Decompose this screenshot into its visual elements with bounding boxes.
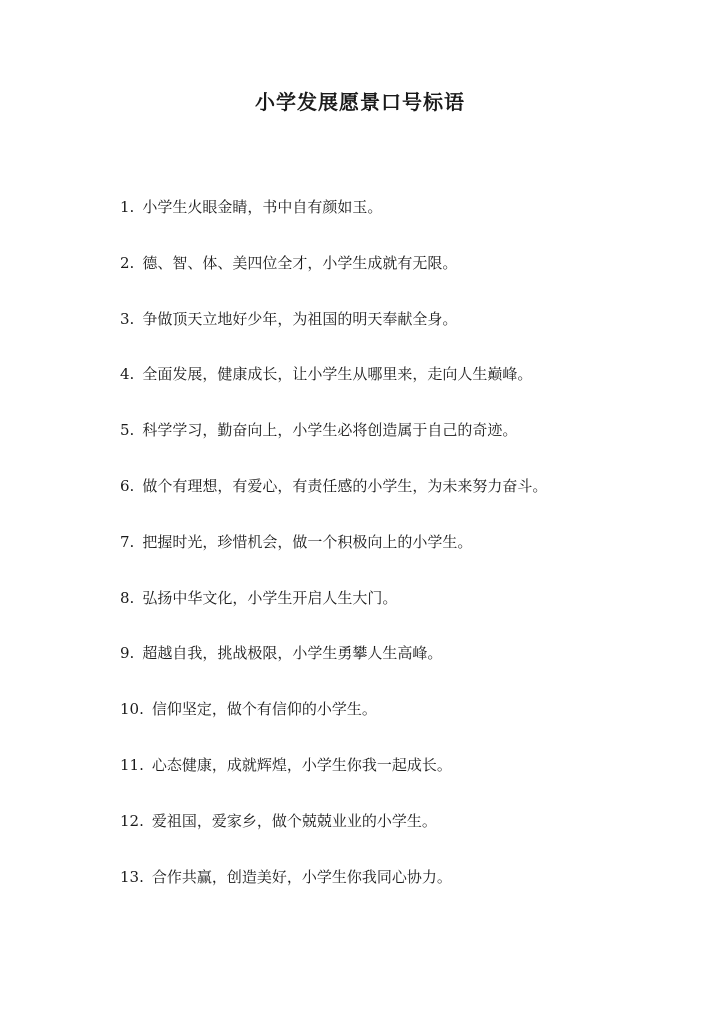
item-number: 6. xyxy=(120,476,135,495)
list-item xyxy=(120,753,660,809)
list-item xyxy=(120,195,660,251)
item-number: 9. xyxy=(120,644,135,663)
item-number: 2. xyxy=(120,253,135,272)
item-text: 爱祖国，爱家乡，做个兢兢业业的小学生。 xyxy=(151,811,437,830)
item-text: 心态健康，成就辉煌，小学生你我一起成长。 xyxy=(151,755,452,774)
list-item xyxy=(120,418,660,474)
list-item xyxy=(120,251,660,307)
item-number: 7. xyxy=(120,532,135,551)
list-item xyxy=(120,362,660,418)
item-text: 科学学习，勤奋向上，小学生必将创造属于自己的奇迹。 xyxy=(142,421,518,440)
item-number: 11. xyxy=(120,755,144,774)
item-text: 把握时光，珍惜机会，做一个积极向上的小学生。 xyxy=(142,532,473,551)
item-number: 1. xyxy=(120,198,135,216)
item-number: 10. xyxy=(120,700,144,719)
list-item xyxy=(120,697,660,753)
list-item xyxy=(120,530,660,586)
item-number: 8. xyxy=(120,588,135,607)
item-text: 德、智、体、美四位全才，小学生成就有无限。 xyxy=(142,253,458,272)
item-text: 做个有理想，有爱心，有责任感的小学生，为未来努力奋斗。 xyxy=(142,476,548,495)
slogan-list xyxy=(120,195,660,920)
item-number: 12. xyxy=(120,811,144,830)
item-text: 超越自我，挑战极限，小学生勇攀人生高峰。 xyxy=(142,644,443,663)
item-number: 4. xyxy=(120,365,135,384)
item-text: 全面发展，健康成长，让小学生从哪里来，走向人生巅峰。 xyxy=(142,365,533,384)
item-text: 信仰坚定，做个有信仰的小学生。 xyxy=(151,700,377,719)
document-title: 小学发展愿景口号标语 xyxy=(255,90,465,114)
list-item xyxy=(120,586,660,642)
list-item xyxy=(120,809,660,865)
item-text: 弘扬中华文化，小学生开启人生大门。 xyxy=(142,588,398,607)
item-text: 合作共赢，创造美好，小学生你我同心协力。 xyxy=(151,867,452,886)
list-item xyxy=(120,474,660,530)
item-number: 13. xyxy=(120,867,144,886)
item-number: 5. xyxy=(120,421,135,440)
list-item xyxy=(120,641,660,697)
item-number: 3. xyxy=(120,309,135,328)
list-item xyxy=(120,307,660,363)
list-item xyxy=(120,865,660,921)
item-text: 争做顶天立地好少年，为祖国的明天奉献全身。 xyxy=(142,309,458,328)
item-text: 小学生火眼金睛，书中自有颜如玉。 xyxy=(142,198,383,216)
